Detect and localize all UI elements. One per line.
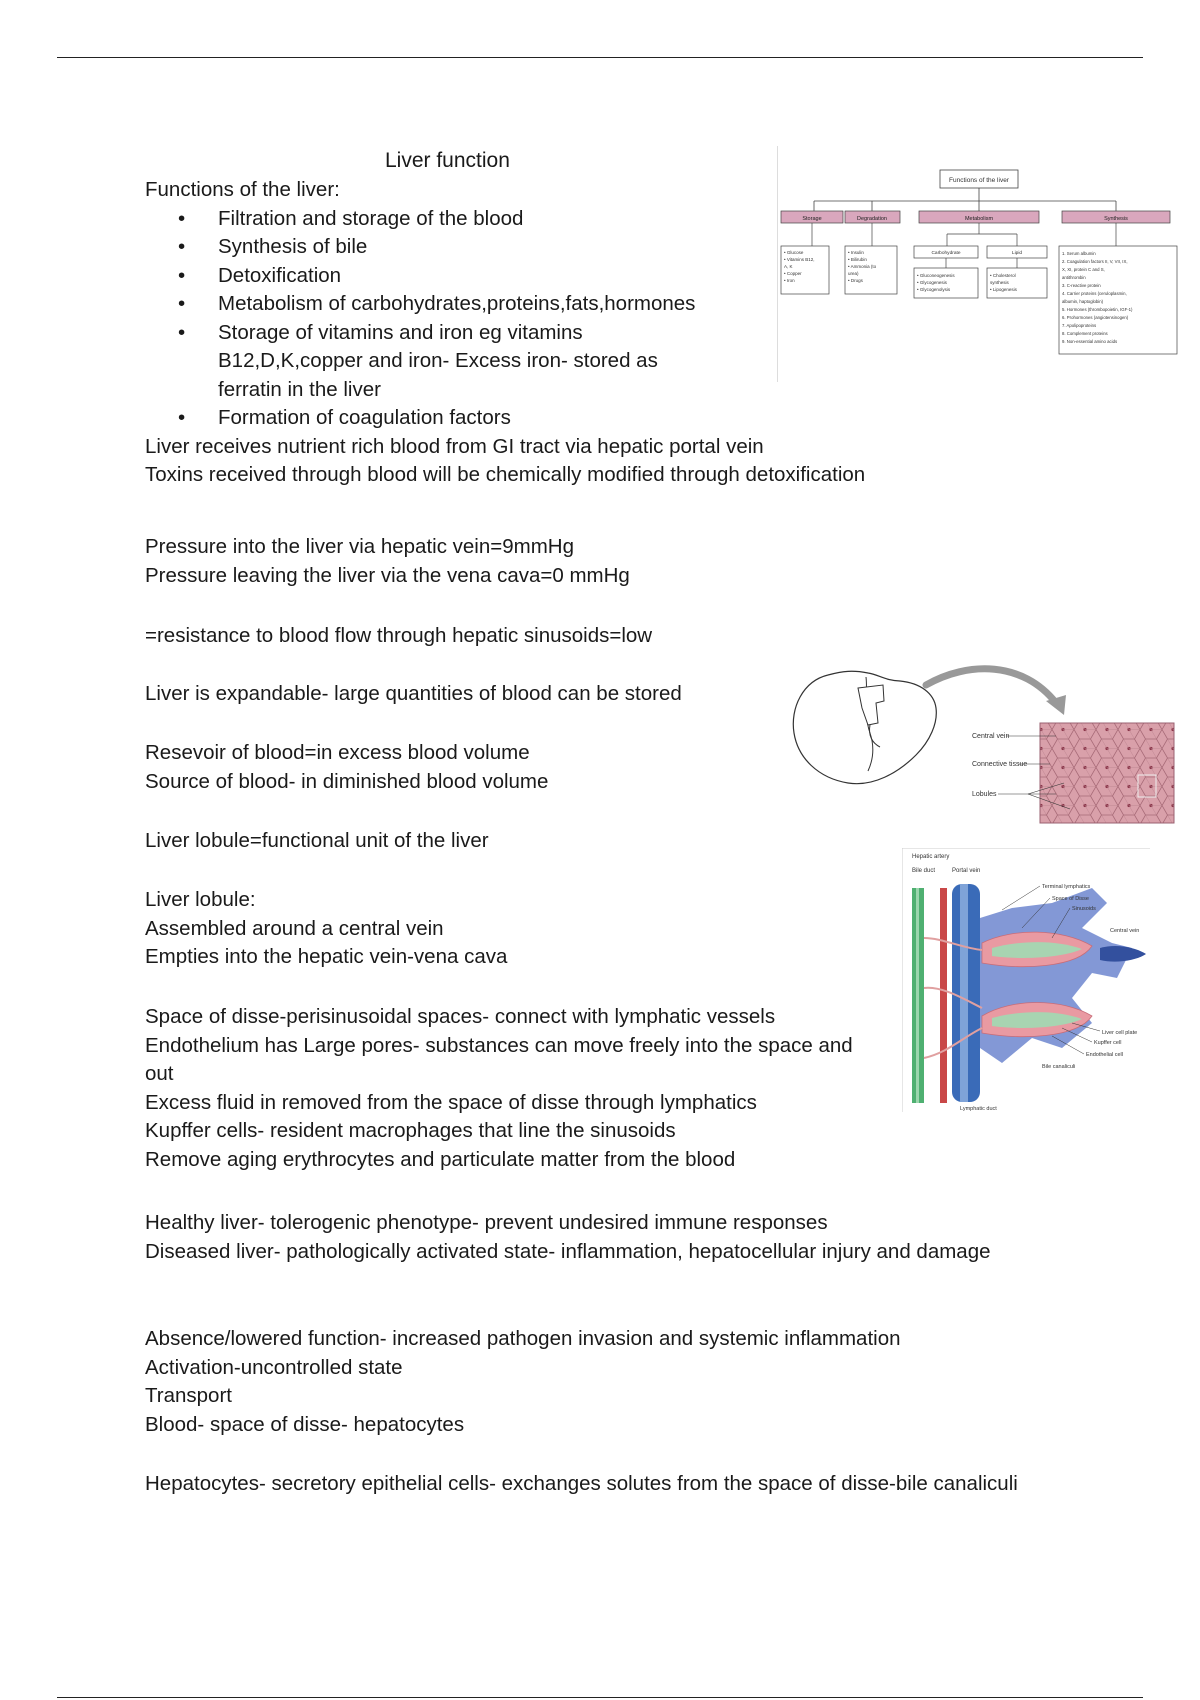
category-label: Storage [802, 216, 822, 222]
list-item: synthesis [990, 280, 1009, 285]
footer-rule [57, 1697, 1143, 1698]
health-section [145, 1209, 1005, 1266]
paragraph: Diseased liver- pathologically activated state- inflammation, hepatocellular injury and damage [145, 1239, 991, 1263]
list-item: 8. Complement proteins [1062, 331, 1108, 336]
function-section [145, 1325, 1025, 1439]
liver-lobule-diagram [788, 663, 1178, 828]
list-item: 6. Prohormones (angiotensinogen) [1062, 315, 1129, 320]
paragraph: Endothelium has Large pores- substances can move freely into the space and out [145, 1033, 853, 1085]
list-item: • Bilirubin [848, 257, 867, 262]
list-item: • Cholesterol [990, 273, 1016, 278]
list-item: 4. Carrier proteins (ceruloplasmin, [1062, 291, 1127, 296]
page-title: Liver function [385, 149, 510, 172]
paragraph: Liver lobule=functional unit of the liver [145, 829, 489, 852]
disse-section [145, 1003, 885, 1174]
list-item: albumin, haptoglobin) [1062, 299, 1104, 304]
list-item: • Glucose [784, 250, 804, 255]
hepatic-artery-vessel [940, 888, 947, 1103]
label-portal-vein: Portal vein [952, 868, 981, 874]
diagram-root-label: Functions of the liver [949, 177, 1009, 184]
sinusoid-diagram [902, 848, 1150, 1112]
list-item: 5. Hormones (thrombopoietin, IGF-1) [1062, 307, 1133, 312]
paragraph: Toxins received through blood will be chemically modified through detoxification [145, 463, 866, 486]
list-item: • Ammonia (to [848, 264, 877, 269]
paragraph: Excess fluid in removed from the space of disse through lymphatics [145, 1090, 757, 1114]
list-item: • Vitamins B12, [784, 257, 815, 262]
list-item: • Glycogenesis [917, 280, 947, 285]
list-item: urea) [848, 271, 859, 276]
label-central-vein: Central vein [1110, 928, 1140, 934]
label-connective-tissue: Connective tissue [972, 761, 1028, 768]
list-item: • Storage of vitamins and iron eg vitamins B12,D,K,copper and iron- Excess iron- stored as ferratin in the liver [145, 319, 688, 405]
hepatocytes-section [145, 1470, 1025, 1499]
list-item: • Iron [784, 278, 795, 283]
paragraph: Absence/lowered function- increased pathogen invasion and systemic inflammation [145, 1327, 901, 1350]
paragraph: Liver is expandable- large quantities of blood can be stored [145, 682, 682, 705]
paragraph: Liver lobule: [145, 888, 256, 911]
lobule-section [145, 886, 965, 972]
magnify-arrow [926, 669, 1056, 703]
label-endothelial-cell: Endothelial cell [1086, 1052, 1123, 1058]
label-kupffer-cell: Kupffer cell [1094, 1040, 1122, 1046]
paragraph: Source of blood- in diminished blood volume [145, 769, 549, 793]
label-sinusoids: Sinusoids [1072, 906, 1096, 912]
list-item: • Detoxification [145, 262, 708, 291]
label-space-of-disse: Space of Disse [1052, 896, 1089, 902]
label-terminal-lymphatics: Terminal lymphatics [1042, 884, 1091, 890]
paragraph: Empties into the hepatic vein-vena cava [145, 945, 508, 968]
paragraph: Liver receives nutrient rich blood from GI tract via hepatic portal vein [145, 434, 764, 458]
list-item: • Lipogenesis [990, 287, 1017, 292]
list-item: • Filtration and storage of the blood [145, 205, 708, 234]
paragraph: Resevoir of blood=in excess blood volume [145, 741, 530, 764]
lobule-unit-section [145, 827, 965, 856]
carbohydrate-label: Carbohydrate [931, 251, 961, 256]
paragraph: Activation-uncontrolled state [145, 1355, 403, 1379]
label-lobules: Lobules [972, 791, 997, 798]
intro-text: Functions of the liver: [145, 178, 340, 201]
paragraph: =resistance to blood flow through hepatic sinusoids=low [145, 624, 653, 647]
paragraph: Remove aging erythrocytes and particulate matter from the blood [145, 1147, 736, 1171]
liver-functions-diagram [777, 146, 1183, 382]
label-lymphatic-duct: Lymphatic duct [960, 1106, 997, 1112]
category-label: Degradation [857, 216, 887, 222]
list-item: • Insulin [848, 250, 864, 255]
label-central-vein: Central vein [972, 733, 1010, 740]
label-liver-cell-plate: Liver cell plate [1102, 1030, 1138, 1036]
paragraph: Healthy liver- tolerogenic phenotype- prevent undesired immune responses [145, 1211, 828, 1234]
paragraph: Transport [145, 1384, 232, 1407]
paragraph: Pressure into the liver via hepatic vein=9mmHg [145, 535, 574, 558]
list-item: antithrombin [1062, 275, 1086, 280]
resistance-section [145, 622, 965, 651]
list-item: • Drugs [848, 278, 863, 283]
list-item: X, XI, protein C and S, [1062, 267, 1105, 272]
category-label: Metabolism [964, 216, 994, 222]
list-item: • Gluconeogenesis [917, 273, 955, 278]
list-item: 3. C-reactive protein [1062, 283, 1101, 288]
list-item: 9. Non-essential amino acids [1062, 339, 1118, 344]
category-label: Synthesis [1104, 216, 1128, 222]
lobule-tissue [1040, 723, 1174, 823]
list-item: 2. Coagulation factors II, V, VII, IX, [1062, 259, 1128, 264]
list-item: • Glycogenolysis [917, 287, 951, 292]
list-item: • Formation of coagulation factors [145, 404, 708, 433]
list-item: A, K [784, 264, 793, 269]
list-item: 1. Serum albumin [1062, 251, 1096, 256]
label-bile-duct: Bile duct [912, 868, 936, 874]
paragraph: Pressure leaving the liver via the vena cava=0 mmHg [145, 563, 630, 587]
list-item: • Synthesis of bile [145, 233, 708, 262]
label-hepatic-artery: Hepatic artery [912, 854, 950, 860]
paragraph: Hepatocytes- secretory epithelial cells- exchanges solutes from the space of disse-bile canaliculi [145, 1472, 1018, 1495]
pressure-section [145, 533, 965, 590]
header-rule [57, 57, 1143, 58]
list-item: 7. Apolipoproteins [1062, 323, 1097, 328]
lipid-label: Lipid [1011, 251, 1023, 256]
paragraph: Kupffer cells- resident macrophages that line the sinusoids [145, 1119, 676, 1142]
paragraph: Space of disse-perisinusoidal spaces- connect with lymphatic vessels [145, 1005, 776, 1028]
label-bile-canaliculi: Bile canaliculi [1042, 1064, 1076, 1070]
list-item: • Metabolism of carbohydrates,proteins,fats,hormones [145, 290, 778, 319]
paragraph: Blood- space of disse- hepatocytes [145, 1412, 465, 1436]
list-item: • Copper [784, 271, 802, 276]
paragraph: Assembled around a central vein [145, 916, 444, 940]
